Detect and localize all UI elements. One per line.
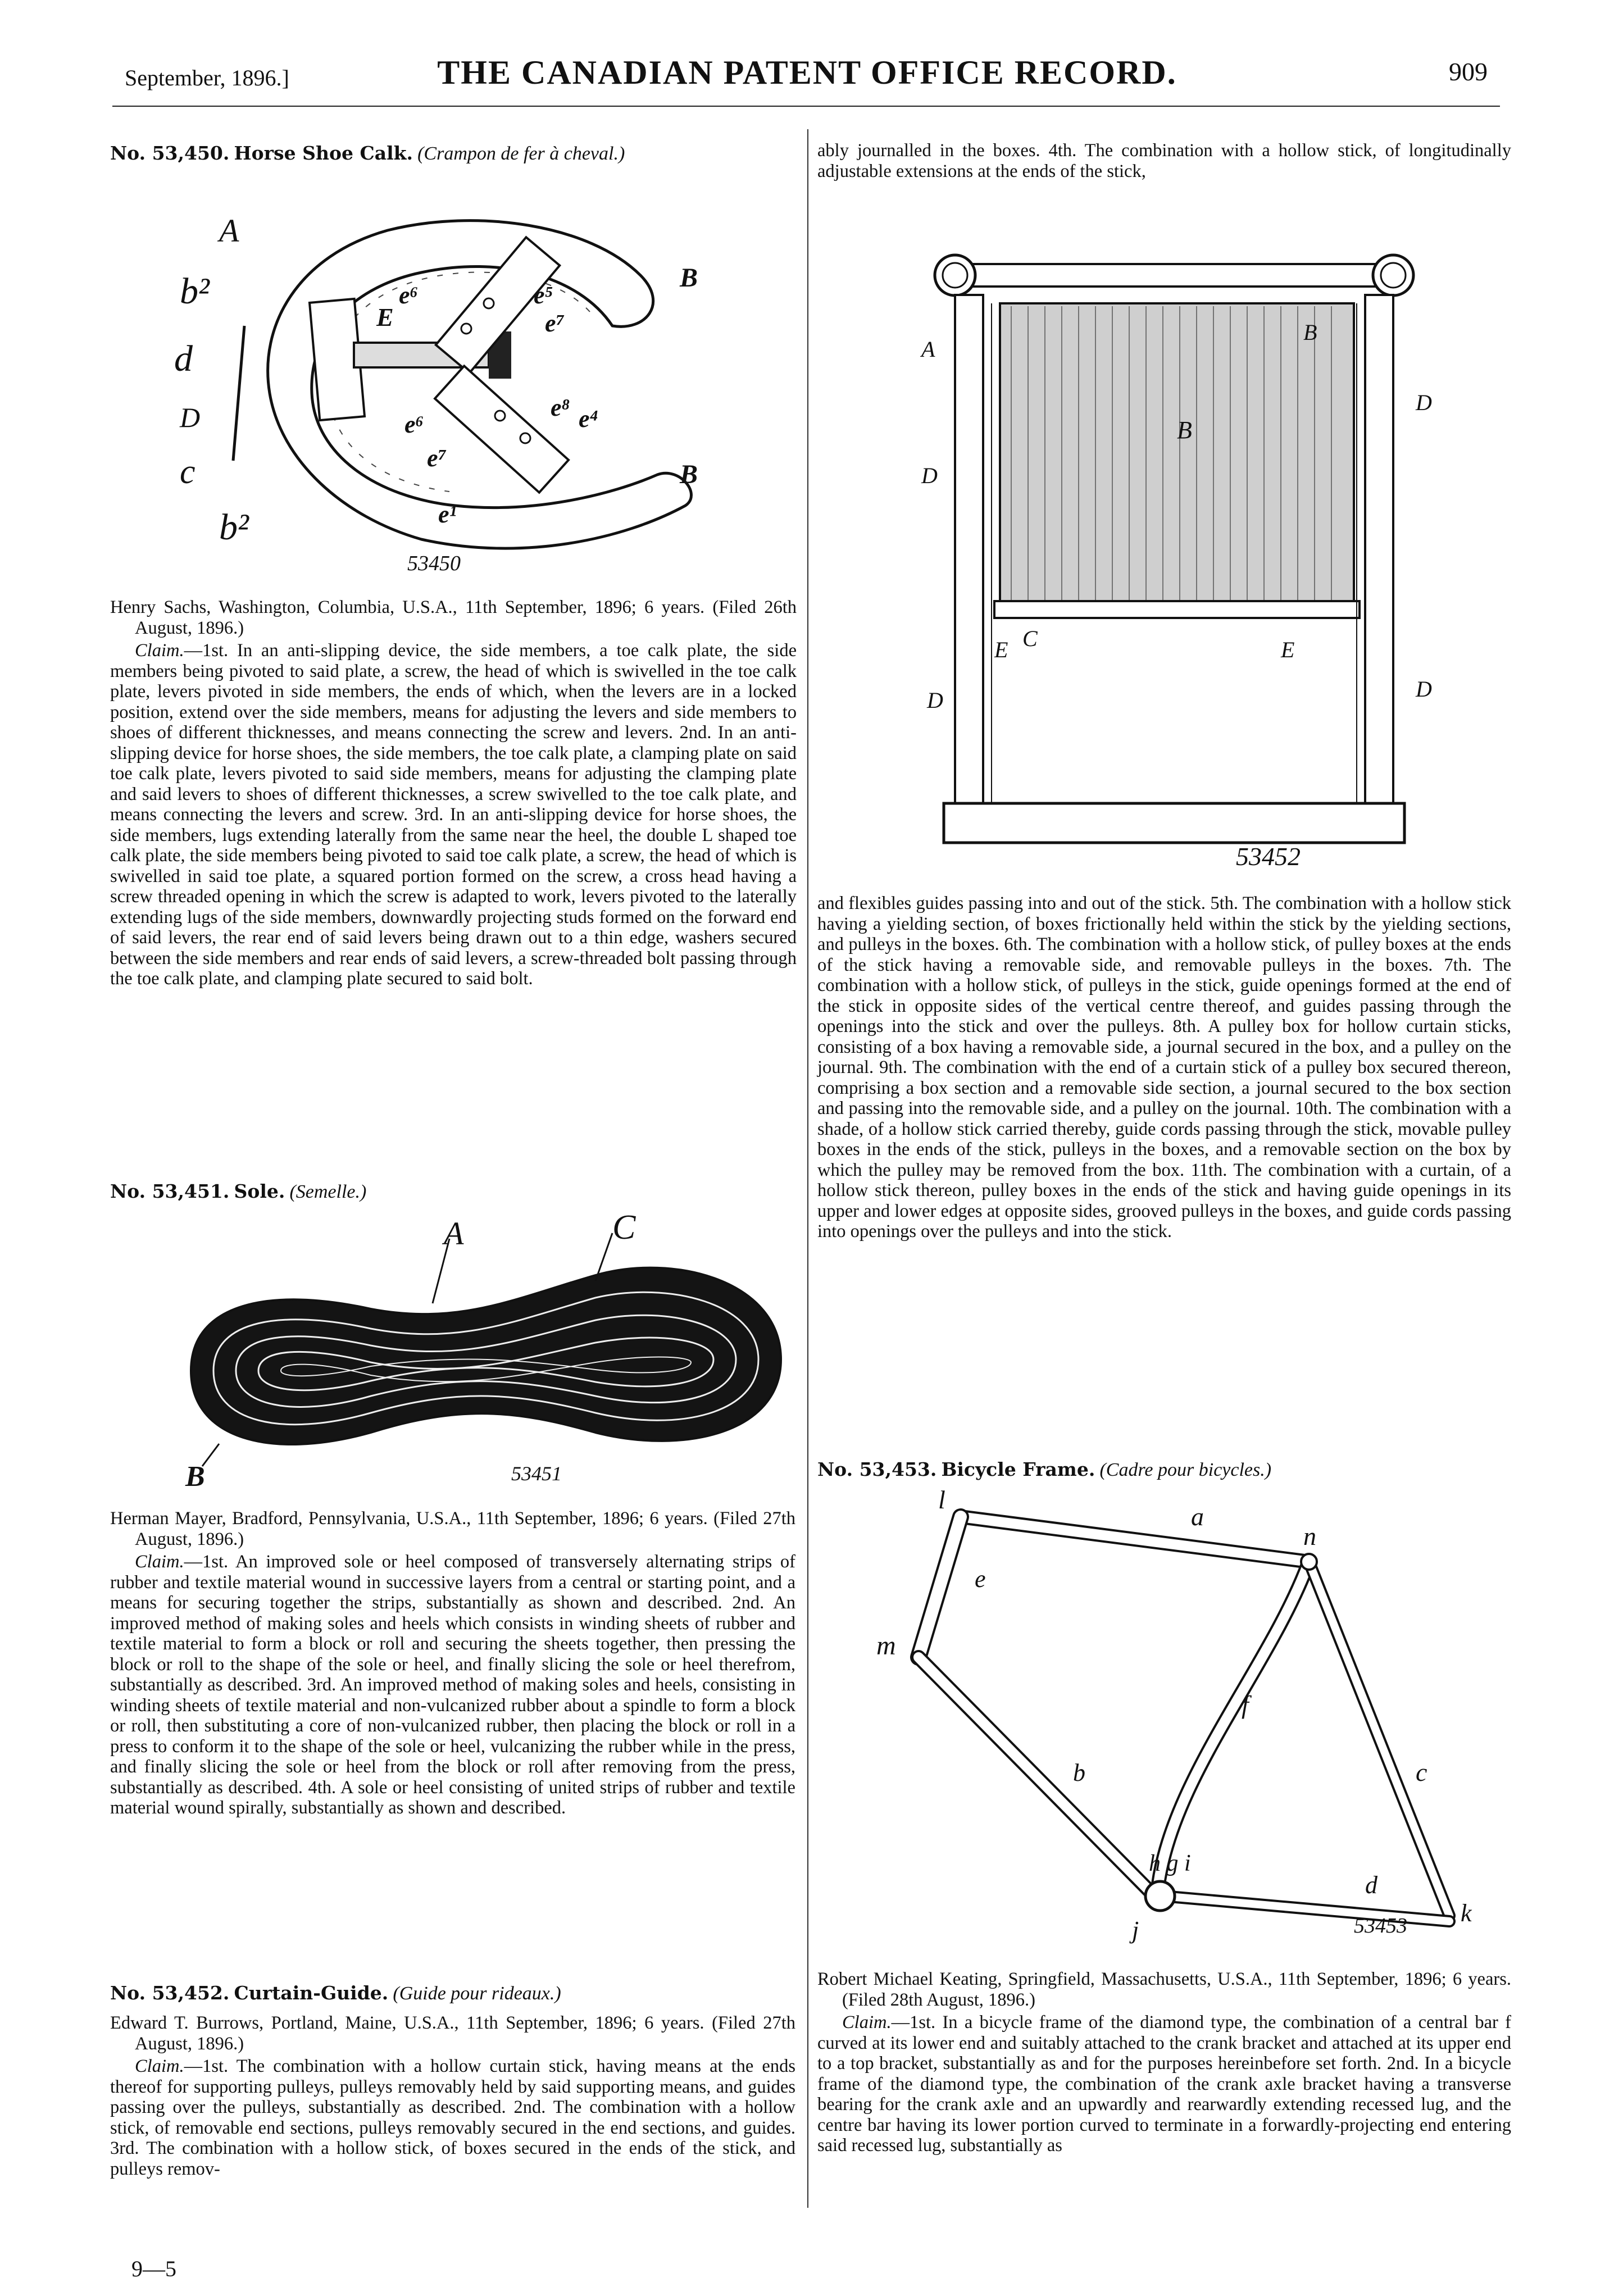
- bicycle-frame-figure: [876, 1485, 1500, 1949]
- claim-text: —1st. An improved sole or heel composed of transversely alternating strips of rubber and textile material wound in successive layers from a central or starting point, and a means for securing together the strips, substantially as shown and described. 2nd. An improved method of making soles and heels which consists in winding sheets of rubber and textile material to form a block or roll and securing the sheets together, then pressing the block or roll to the shape of the sole or heel, and finally slicing the sole or heel therefrom, substantially as described. 3rd. An improved method of making soles and heels, consisting in winding sheets of textile material and non-vulcanized rubber about a spindle to form a block or roll, then substituting a core of non-vulcanized rubber, then placing the block or roll in a press to conform it to the shape of the sole or heel, vulcanizing the rubber while in the press, and finally slicing the sole or heel from the block or roll after removing from the press, substantially as described. 4th. A sole or heel consisting of united strips of rubber and textile material wound spirally, substantially as shown and described.: [110, 1552, 795, 1818]
- svg-text:b²: b²: [219, 507, 249, 548]
- svg-text:d: d: [174, 338, 193, 379]
- curtain-stick: [994, 601, 1360, 618]
- svg-text:j: j: [1132, 1916, 1139, 1944]
- patent-name: Curtain-Guide.: [234, 1982, 389, 2004]
- svg-text:D: D: [927, 688, 943, 713]
- svg-text:e⁸: e⁸: [551, 394, 570, 421]
- svg-text:e⁶: e⁶: [399, 281, 419, 309]
- svg-text:b²: b²: [180, 271, 210, 312]
- patent-french-name: (Semelle.): [289, 1181, 367, 1202]
- patent-name: Bicycle Frame.: [941, 1458, 1095, 1480]
- patent-french-name: (Crampon de fer à cheval.): [417, 143, 625, 164]
- patent-name: Sole.: [234, 1180, 285, 1202]
- svg-text:B: B: [1177, 416, 1192, 444]
- inventor-text: Herman Mayer, Bradford, Pennsylvania, U.S.A., 11th September, 1896; 6 years. (Filed 27th August, 1896.): [110, 1508, 795, 1549]
- svg-text:C: C: [612, 1208, 636, 1247]
- claim-text: —1st. In a bicycle frame of the diamond type, the combination of a central bar f curved at its lower end and suitably attached to the crank bracket and attached at its upper end to a top bracket, substantially as and for the purposes hereinbefore set forth. 2nd. In a bicycle frame of the diamond type, the combination of the crank axle bracket having a transverse bearing for the crank axle and an upwardly and rearwardly extending recessed lug, and the centre bar having its lower portion curved to terminate in a forwardly-projecting end entering said recessed lug, substantially as: [817, 2012, 1511, 2156]
- svg-text:e⁶: e⁶: [404, 411, 424, 438]
- claim-label: Claim.: [842, 2012, 892, 2033]
- claim-label: Claim.: [135, 640, 184, 661]
- curtain-shade: [1000, 303, 1354, 607]
- svg-text:B: B: [680, 263, 698, 293]
- svg-text:f: f: [1242, 1690, 1249, 1719]
- curtain-guide-figure: [910, 242, 1477, 882]
- svg-text:b: b: [1073, 1759, 1085, 1786]
- svg-text:e⁵: e⁵: [534, 281, 553, 309]
- svg-text:n: n: [1303, 1522, 1316, 1551]
- svg-text:A: A: [921, 337, 935, 362]
- patent-53450-body: [110, 597, 797, 989]
- svg-text:B: B: [185, 1461, 205, 1493]
- svg-text:A: A: [219, 212, 239, 249]
- patent-name: Horse Shoe Calk.: [234, 142, 413, 164]
- header-rule: [112, 106, 1500, 107]
- svg-text:53453: 53453: [1354, 1914, 1407, 1938]
- svg-text:E: E: [994, 637, 1008, 662]
- svg-text:e⁴: e⁴: [579, 405, 598, 433]
- issue-date: September, 1896.]: [125, 65, 289, 90]
- patent-53452-heading: [110, 1983, 795, 2004]
- column-divider: [807, 129, 808, 2208]
- patent-number: No. 53,453.: [817, 1458, 937, 1480]
- svg-text:d: d: [1365, 1871, 1377, 1899]
- patent-53452-body: [110, 2013, 795, 2179]
- claim-text-part2: ably journalled in the boxes. 4th. The combination with a hollow stick, of longitudinally adjustable extensions at the ends of the stick,: [817, 140, 1511, 181]
- sill: [944, 803, 1404, 843]
- signature-mark: 9—5: [131, 2256, 176, 2281]
- left-jamb: [955, 295, 983, 812]
- right-jamb: [1365, 295, 1393, 812]
- inventor-text: Edward T. Burrows, Portland, Maine, U.S.A., 11th September, 1896; 6 years. (Filed 27th August, 1896.): [110, 2013, 795, 2054]
- patent-french-name: (Cadre pour bicycles.): [1099, 1460, 1272, 1480]
- svg-text:53450: 53450: [407, 552, 461, 575]
- patent-number: No. 53,452.: [110, 1982, 230, 2004]
- svg-text:c: c: [1416, 1758, 1427, 1786]
- svg-text:D: D: [1416, 676, 1432, 702]
- svg-text:a: a: [1191, 1502, 1204, 1531]
- patent-53453-body: [817, 1969, 1511, 2156]
- svg-text:e⁷: e⁷: [545, 310, 565, 337]
- claim-label: Claim.: [135, 1552, 184, 1572]
- svg-text:e: e: [975, 1565, 986, 1593]
- svg-text:A: A: [444, 1215, 464, 1252]
- top-roller: [955, 264, 1393, 287]
- inventor-text: Henry Sachs, Washington, Columbia, U.S.A., 11th September, 1896; 6 years. (Filed 26th August, 1896.): [110, 597, 797, 638]
- svg-text:B: B: [1303, 320, 1317, 345]
- claim-label: Claim.: [135, 2056, 184, 2076]
- svg-text:B: B: [680, 460, 698, 489]
- patent-french-name: (Guide pour rideaux.): [393, 1983, 561, 2004]
- svg-text:e¹: e¹: [438, 501, 457, 528]
- claim-text-part3: and flexibles guides passing into and out of the stick. 5th. The combination with a hollow stick having a yielding section, of boxes frictionally held within the stick by the yielding sections, and pulleys in the boxes. 6th. The combination with a hollow stick, of pulley boxes at the ends of the stick having a removable side, and removable pulleys in the boxes. 7th. The combination with a hollow stick, of pulleys in the stick, guide openings formed at the end of the stick in opposite sides of the vertical centre thereof, and guides passing through the openings into the stick and over the pulleys. 8th. A pulley box for hollow curtain sticks, consisting of a box having a removable side, a journal secured in the box, and a pulley on the journal. 9th. The combination with the end of a curtain stick of a pulley box secured thereon, comprising a box section and a removable side section, a journal secured to the box section and passing into the removable side, and a pulley on the journal. 10th. The combination with a shade, of a hollow stick carried thereby, guide cords passing through the stick, movable pulley boxes in the ends of the stick, pulleys in the boxes, and a removable section on the box by which the pulley may be removed from the box. 11th. The combination with a curtain, of a hollow stick thereon, pulley boxes in the ends of the stick and having guide openings in its upper and lower edges at opposite sides, grooved pulleys in the boxes, and guide cords passing into openings over the pulleys and into the stick.: [817, 893, 1511, 1242]
- patent-number: No. 53,451.: [110, 1180, 230, 1202]
- journal-title: THE CANADIAN PATENT OFFICE RECORD.: [437, 54, 1177, 91]
- patent-53451-body: [110, 1508, 795, 1818]
- sole-figure: [169, 1208, 798, 1493]
- svg-text:l: l: [938, 1485, 945, 1514]
- svg-text:53452: 53452: [1236, 842, 1301, 871]
- svg-text:C: C: [1022, 626, 1038, 651]
- svg-text:E: E: [1281, 637, 1295, 662]
- claim-text: —1st. In an anti-slipping device, the side members, a toe calk plate, the side members being pivoted to said plate, a screw, the head of which is swivelled in the toe calk plate, levers pivoted in side members, the ends of which, when the levers are in a locked position, extend over the side members, means for adjusting the levers and side members to shoes of different thicknesses, and means connecting the screw and levers. 2nd. In an anti-slipping device for horse shoes, the side members, the toe calk plate, a clamping plate on said toe calk plate, levers pivoted to said side members, means for adjusting the clamping plate and said levers to shoes of different thicknesses, a screw swivelled to the toe calk plate, and means connecting the levers and screw. 3rd. In an anti-slipping device for horse shoes, the side members, lugs extending laterally from the same near the heel, the double L shaped toe calk plate, the side members being pivoted to said toe calk plate, a screw, the head of which is swivelled in said toe plate, a squared portion formed on the screw, a cross head having a screw threaded opening in which the screw is adapted to work, levers pivoted to the laterally extending lugs of the side members, downwardly projecting studs formed on the forward end of said levers, the rear end of said levers being drawn out to a thin edge, washers secured between the side members and rear ends of said levers, a screw-threaded bolt passing through the toe calk plate, and clamping plate secured to said bolt.: [110, 640, 797, 989]
- inventor-text: Robert Michael Keating, Springfield, Massachusetts, U.S.A., 11th September, 1896; 6 years. (Filed 28th August, 1896.): [817, 1969, 1511, 2010]
- patent-53453-heading: [817, 1460, 1511, 1481]
- crank-bracket: [1145, 1881, 1175, 1911]
- lower-lever: [435, 366, 569, 492]
- svg-text:e⁷: e⁷: [427, 444, 447, 472]
- patent-number: No. 53,450.: [110, 142, 230, 164]
- patent-53452-continued-2: [817, 893, 1511, 1242]
- svg-text:m: m: [876, 1631, 896, 1661]
- svg-text:c: c: [180, 453, 196, 491]
- svg-text:k: k: [1461, 1899, 1472, 1927]
- patent-53450-heading: [110, 143, 795, 165]
- claim-text-part1: —1st. The combination with a hollow curtain stick, having means at the ends thereof for supporting pulleys, pulleys removably held by said supporting means, and guides passing over the pulleys, substantially as described. 2nd. The combination with a hollow stick, of removable end sections, pulleys removably secured in the end sections, and guides. 3rd. The combination with a hollow stick, of boxes secured in the ends of the stick, and pulleys remov-: [110, 2056, 795, 2179]
- svg-text:D: D: [1416, 390, 1432, 415]
- svg-text:E: E: [376, 303, 394, 331]
- horseshoe-figure: [174, 191, 747, 584]
- svg-text:D: D: [180, 402, 201, 433]
- svg-text:D: D: [921, 463, 938, 488]
- page-number: 909: [1449, 57, 1488, 86]
- svg-text:53451: 53451: [511, 1462, 562, 1485]
- svg-text:h g i: h g i: [1149, 1851, 1191, 1876]
- page-header: [0, 53, 1614, 104]
- patent-53452-continued: [817, 140, 1511, 181]
- patent-53451-heading: [110, 1181, 795, 1203]
